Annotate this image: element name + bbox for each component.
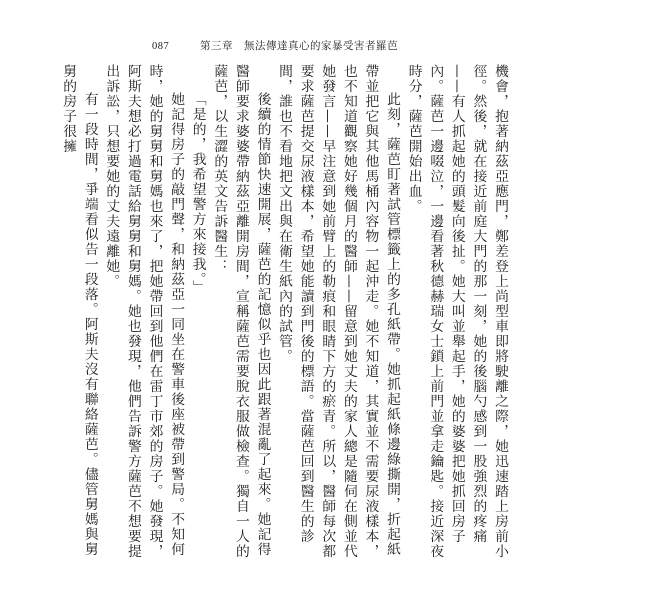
page-number: 087 (152, 41, 170, 52)
paragraph: 機會，抱著納茲亞應門，鄭差登上尚型車即將駛離之際，她迅速踏上房前小徑。然後，就在接近前庭大門的那一刻，她的後腦勺感到一股強烈的疼痛——有人抓起她的頭髮向後扯。她大叫並舉起手，她的婆婆把她抓回房子內。薩芭一邊啜泣，一邊看著秋德赫瑞女士鎖上前門並拿走鑰匙。接近深夜時分，薩芭開始出血。 (405, 64, 508, 559)
paragraph: 此刻，薩芭盯著試管標籤上的多孔紙帶。她抓起紙條邊綠撕開，折起紙帶並把它與其他馬桶內容物一起沖走。她不知道，其實並不需要尿液樣本，也不知道觀察她好幾個月的醫師——留意到她丈夫的家人總是隨伺在側並代她發言——早注意到她前臂上的勒痕和眼睛下方的瘀青。所以，醫師每次都要求薩芭提交尿液樣本，希望她能讀到門後的標語。當薩芭回到醫生的診間，誰也不看地把文出與在衛生紙內的試管。 (276, 64, 401, 559)
running-header (152, 38, 398, 53)
paragraph: 「是的，我希望警方來接我。」 (189, 91, 206, 295)
paragraph: 她記得房子的敲門聲，和納茲亞一同坐在警車後座被帶到警局。不知何時，她的舅舅和舅媽也來了，把她帶回到他們在雷丁市郊的房子。她發現，阿斯夫想必打過電話給舅舅和舅媽。她也發現，他們告訴警方薩芭不想要提出訴訟，只想要她的丈夫遠離她。 (103, 64, 185, 559)
chapter-title: 第三章 無法傳達真心的家暴受害者羅芭 (200, 41, 398, 52)
paragraph: 有一段時間，爭端看似告一段落。阿斯夫沒有聯絡薩芭。儘管舅媽與舅舅的房子很擁 (60, 64, 98, 557)
vertical-body-text (60, 64, 510, 564)
paragraph: 後續的情節快速開展，薩芭的記憶似乎也因此跟著混亂了起來。她記得醫師要求婆婆帶納茲亞離開房間，宣稱薩芭需要脫衣服做檢查。獨自一人的薩芭，以生澀的英文告訴醫生： (211, 64, 271, 559)
